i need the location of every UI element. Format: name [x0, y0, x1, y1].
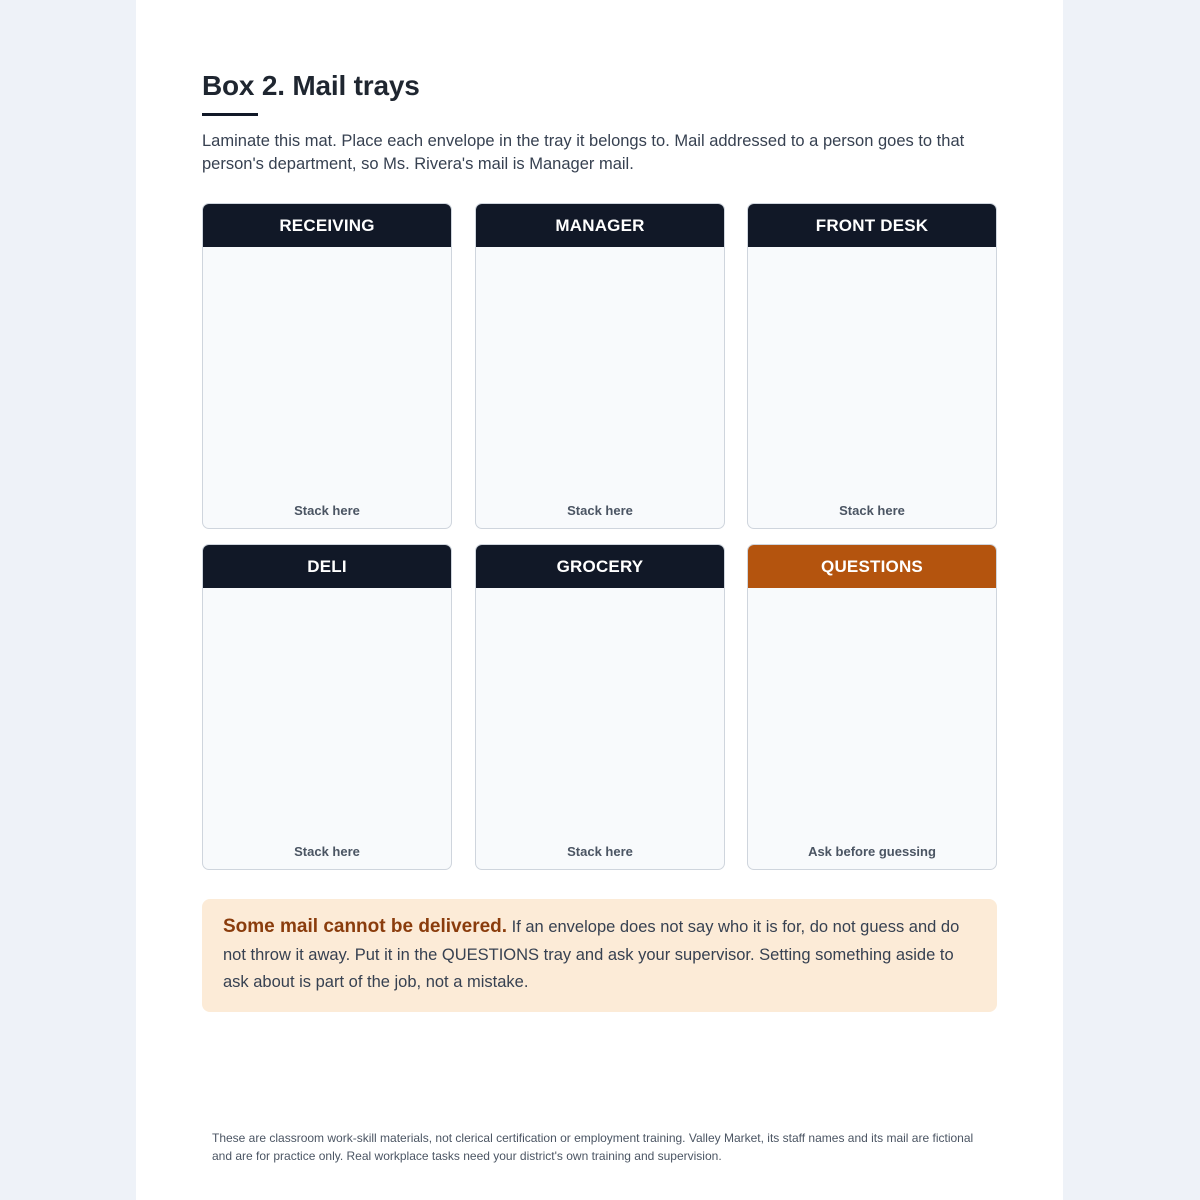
tray-manager — [475, 203, 725, 529]
tray-receiving — [202, 203, 452, 529]
tray-footer: Stack here — [567, 844, 633, 859]
tray-deli — [202, 544, 452, 870]
notice-lead: Some mail cannot be delivered. — [223, 916, 508, 937]
tray-front-desk — [747, 203, 997, 529]
tray-header: GROCERY — [476, 545, 724, 588]
tray-questions — [747, 544, 997, 870]
tray-footer: Ask before guessing — [808, 844, 936, 859]
notice-body: If an envelope does not say who it is for, do not guess and do not throw it away. Put it in the QUESTIONS tray and ask your supervisor. Setting something aside to ask about is part of the job, not a mistake. — [223, 918, 960, 991]
tray-header: FRONT DESK — [748, 204, 996, 247]
tray-header: RECEIVING — [203, 204, 451, 247]
tray-footer: Stack here — [567, 503, 633, 518]
tray-footer: Stack here — [294, 844, 360, 859]
tray-grocery — [475, 544, 725, 870]
disclaimer-footer: These are classroom work-skill materials, not clerical certification or employment training. Valley Market, its staff names and its mail are fictional and are for practice only. Real workplace tasks need your district's own training and supervision. — [212, 1131, 974, 1163]
worksheet-page — [136, 0, 1063, 1200]
tray-header-questions: QUESTIONS — [748, 545, 996, 588]
title-underline — [202, 113, 258, 116]
undeliverable-mail-notice — [202, 899, 997, 1012]
page-title: Box 2. Mail trays — [202, 70, 420, 101]
tray-header: DELI — [203, 545, 451, 588]
tray-footer: Stack here — [839, 503, 905, 518]
tray-footer: Stack here — [294, 503, 360, 518]
intro-text: Laminate this mat. Place each envelope in the tray it belongs to. Mail addressed to a person goes to that person's department, so Ms. Rivera's mail is Manager mail. — [202, 132, 965, 173]
tray-header: MANAGER — [476, 204, 724, 247]
